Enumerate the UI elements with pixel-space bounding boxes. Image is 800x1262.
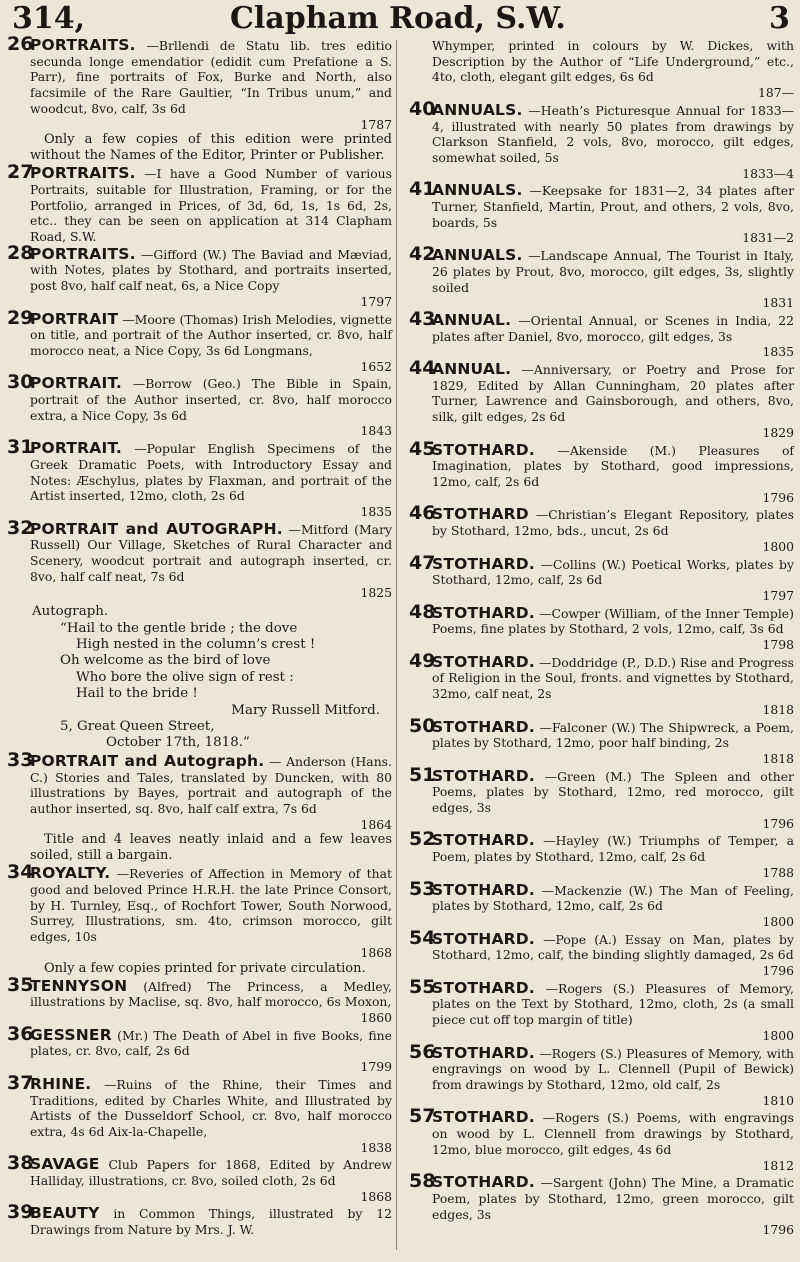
entry-text: (Mr.) The Death of Abel in five Books, fine plates, cr. 8vo, calf, 2s 6d [30, 1027, 392, 1059]
catalogue-entry [0, 371, 392, 439]
entry-year: 1831 [762, 295, 794, 311]
catalogue-entry [0, 161, 392, 245]
entry-title: SAVAGE [30, 1155, 100, 1174]
entry-note: Title and 4 leaves neatly inlaid and a few leaves soiled, still a bargain. [30, 832, 392, 864]
entry-title: STOTHARD. [432, 554, 535, 573]
entry-text: —Rogers (S.) Pleasures of Memory, plates on the Text by Stothard, 12mo, cloth, 2s (a small piece cut off top margin of title) [432, 980, 794, 1028]
catalogue-entry [402, 714, 794, 767]
poem-lead: Autograph. [32, 604, 109, 620]
catalogue-entry [0, 1071, 392, 1156]
entry-year: 1796 [762, 963, 794, 979]
catalogue-entry [402, 551, 794, 604]
entry-number: 38 [7, 1152, 34, 1175]
entry-number: 31 [7, 436, 34, 459]
entry-text: —Mitford (Mary Russell) Our Village, Sketches of Rural Character and Scenery, woodcut portrait and autograph inserted, cr. 8vo, half calf neat, 7s 6d [30, 521, 392, 584]
entry-year: 1800 [762, 913, 794, 929]
catalogue-entry [0, 1201, 392, 1238]
entry-title: ANNUALS. [432, 246, 523, 265]
entry-title: BEAUTY [30, 1204, 100, 1223]
entry-text: —Collins (W.) Poetical Works, plates by Stothard, 12mo, calf, 2s 6d [432, 556, 794, 588]
catalogue-entry [0, 516, 392, 601]
entry-title: PORTRAIT. [30, 374, 122, 393]
entry-title: PORTRAITS. [30, 164, 136, 183]
entry-title: STOTHARD. [432, 978, 535, 997]
entry-text: —Keepsake for 1831—2, 34 plates after Turner, Stanfield, Martin, Prout, and others, 2 vols, 8vo, boards, 5s [432, 183, 794, 230]
entry-number: 28 [7, 241, 34, 264]
entry-text: —Brllendi de Statu lib. tres editio secunda longe emendatior (edidit cum Prefatione a S. Parr), fine portraits of Fox, Burke and North, also facsimile of the Rare Gaultier, “In Tribus unum,” and woodcut, 8vo, calf, 3s 6d [30, 38, 392, 116]
catalogue-entry [402, 38, 794, 101]
entry-title: PORTRAITS. [30, 244, 136, 263]
entry-text: Club Papers for 1868, Edited by Andrew Halliday, illustrations, cr. 8vo, soiled cloth, 2s 6d [30, 1157, 392, 1189]
catalogue-entry [402, 1040, 794, 1109]
entry-number: 57 [409, 1105, 436, 1128]
entry-year: 1825 [360, 584, 392, 600]
poem-line: “Hail to the gentle bride ; the dove [60, 620, 298, 636]
entry-text: —Moore (Thomas) Irish Melodies, vignette on title, and portrait of the Author inserted, cr. 8vo, half morocco neat, a Nice Copy, 3s 6d Longmans, [30, 311, 392, 358]
catalogue-entry [0, 1022, 392, 1075]
entry-number: 30 [7, 371, 34, 394]
entry-title: ANNUAL. [432, 310, 512, 329]
entry-number: 56 [409, 1040, 436, 1063]
entry-text: —Falconer (W.) The Shipwreck, a Poem, plates by Stothard, 12mo, poor half binding, 2s [432, 719, 794, 751]
entry-title: GESSNER [30, 1025, 112, 1044]
entry-year: 1797 [762, 587, 794, 603]
catalogue-entry [0, 861, 392, 976]
entry-title: STOTHARD. [432, 880, 535, 899]
entry-text: —Sargent (John) The Mine, a Dramatic Poem, plates by Stothard, 12mo, green morocco, gilt edges, 3s [432, 1175, 794, 1222]
catalogue-entry [0, 973, 392, 1026]
entry-number: 53 [409, 877, 436, 900]
entry-text: —Mackenzie (W.) The Man of Feeling, plates by Stothard, 12mo, calf, 2s 6d [432, 882, 794, 914]
entry-number: 29 [7, 306, 34, 329]
entry-text: —Akenside (M.) Pleasures of Imagination, plates by Stothard, good impressions, 12mo, calf, 2s 6d [432, 442, 794, 489]
entry-title: ANNUALS. [432, 100, 523, 119]
entry-title: PORTRAIT [30, 309, 119, 328]
entry-year: 1796 [762, 1222, 794, 1238]
entry-number: 49 [409, 649, 436, 672]
entry-year: 1796 [762, 815, 794, 831]
left-column [0, 33, 392, 1238]
catalogue-entry [0, 241, 392, 310]
entry-number: 33 [7, 748, 34, 771]
entry-year: 1835 [360, 503, 392, 519]
entry-text: —Doddridge (P., D.D.) Rise and Progress of Religion in the Soul, fronts. and vignettes by Stothard, 32mo, calf neat, 2s [432, 654, 794, 702]
entry-year: 1833—4 [742, 165, 794, 181]
entry-text: —Gifford (W.) The Baviad and Mæviad, with Notes, plates by Stothard, and portraits inserted, post 8vo, half calf neat, 6s, a Nice Copy [30, 246, 392, 294]
entry-title: STOTHARD. [432, 603, 535, 622]
entry-year: 1831—2 [742, 230, 794, 246]
entry-title: STOTHARD. [432, 766, 535, 785]
poem-line: Who bore the olive sign of rest : [76, 669, 294, 685]
entry-year: 1810 [762, 1092, 794, 1108]
catalogue-entry [0, 306, 392, 375]
poem-line: High nested in the column’s crest ! [76, 637, 316, 653]
entry-year: 1787 [360, 116, 392, 132]
entry-number: 44 [409, 357, 436, 380]
entry-note: Only a few copies printed for private circulation. [44, 960, 366, 976]
entry-number: 45 [409, 437, 436, 460]
entry-year: 1800 [762, 538, 794, 554]
entry-year: 1788 [762, 864, 794, 880]
entry-number: 55 [409, 975, 436, 998]
entry-title: PORTRAIT and AUTOGRAPH. [30, 519, 283, 538]
entry-text: —I have a Good Number of various Portraits, suitable for Illustration, Framing, or for the Portfolio, arranged in Prices, of 3d, 6d, 1s, 1s 6d, 2s, etc.. they can be seen on application at 314 Clapham Road, S.W. [30, 166, 392, 245]
catalogue-entry [0, 33, 392, 164]
poem-signature: Mary Russell Mitford. [231, 702, 380, 718]
entry-text: —Reveries of Affection in Memory of that good and beloved Prince H.R.H. the late Prince Consort, by H. Turnley, Esq., of Rochfort Tower, South Norwood, Surrey, Illustrations, sm. 4to, crimson morocco, gilt edges, 10s [30, 866, 392, 945]
entry-title: STOTHARD. [432, 652, 535, 671]
catalogue-entry [402, 1170, 794, 1238]
entry-number: 27 [7, 161, 34, 184]
entry-text: —Rogers (S.) Poems, with engravings on wood by L. Clennell from drawings by Stothard, 12mo, blue morocco, gilt edges, 4s 6d [432, 1110, 794, 1157]
entry-year: 1818 [762, 701, 794, 717]
entry-year: 1864 [360, 816, 392, 832]
catalogue-entry [402, 926, 794, 979]
catalogue-entry [402, 307, 794, 360]
poem-line: Oh welcome as the bird of love [60, 653, 271, 669]
entry-year: 1868 [360, 1188, 392, 1204]
poem-line: Hail to the bride ! [76, 686, 198, 702]
catalogue-entry [0, 748, 392, 865]
entry-text: in Common Things, illustrated by 12 Drawings from Nature by Mrs. J. W. [30, 1206, 392, 1238]
entry-text: Whymper, printed in colours by W. Dickes, with Description by the Author of “Life Underground,” etc., 4to, cloth, elegant gilt edges, 6s 6d [432, 38, 794, 85]
entry-title: STOTHARD. [432, 1108, 535, 1127]
entry-number: 34 [7, 861, 34, 884]
catalogue-entry [402, 877, 794, 930]
entry-text: — Anderson (Hans. C.) Stories and Tales, translated by Duncken, with 80 illustrations by Bayes, portrait and autograph of the author inserted, sq. 8vo, half calf extra, 7s 6d [30, 753, 392, 816]
entry-number: 51 [409, 763, 436, 786]
entry-number: 48 [409, 600, 436, 623]
entry-text: —Hayley (W.) Triumphs of Temper, a Poem, plates by Stothard, 12mo, calf, 2s 6d [432, 833, 794, 865]
entry-title: STOTHARD. [432, 717, 535, 736]
entry-title: TENNYSON [30, 976, 128, 995]
entry-text: —Oriental Annual, or Scenes in India, 22 plates after Daniel, 8vo, morocco, gilt edges, 3s [432, 312, 794, 344]
entry-title: STOTHARD. [432, 831, 535, 850]
entry-title: ANNUAL. [432, 360, 512, 379]
entry-number: 50 [409, 714, 436, 737]
entry-title: RHINE. [30, 1074, 92, 1093]
catalogue-entry [402, 975, 794, 1044]
entry-number: 32 [7, 516, 34, 539]
entry-text: —Pope (A.) Essay on Man, plates by Stothard, 12mo, calf, the binding slightly damaged, 2s 6d [432, 931, 794, 963]
page-number-left: 314, [12, 1, 86, 36]
entry-year: 1652 [360, 358, 392, 374]
entry-text: —Heath’s Picturesque Annual for 1833—4, illustrated with nearly 50 plates from drawings by Clarkson Stanfield, 2 vols, 8vo, morocco, gilt edges, somewhat soiled, 5s [432, 102, 794, 165]
catalogue-entry [402, 357, 794, 441]
entry-text: —Anniversary, or Poetry and Prose for 1829, Edited by Allan Cunningham, 20 plates after Turner, Lawrence and Gainsborough, and others, 8vo, silk, gilt edges, 2s 6d [432, 362, 794, 425]
entry-title: PORTRAIT and Autograph. [30, 751, 265, 770]
entry-title: STOTHARD. [432, 929, 535, 948]
entry-text: —Christian’s Elegant Repository, plates by Stothard, 12mo, bds., uncut, 2s 6d [432, 507, 794, 539]
entry-title: STOTHARD. [432, 440, 535, 459]
entry-number: 52 [409, 828, 436, 851]
entry-year: 1800 [762, 1027, 794, 1043]
entry-number: 54 [409, 926, 436, 949]
entry-year: 1843 [360, 423, 392, 439]
entry-number: 37 [7, 1071, 34, 1094]
entry-title: PORTRAIT. [30, 439, 122, 458]
entry-text: —Rogers (S.) Pleasures of Memory, with engravings on wood by L. Clennell (Pupil of Bewick) from drawings by Stothard, 12mo, old calf, 2s [432, 1045, 794, 1092]
entry-year: 1818 [762, 750, 794, 766]
page-number-right: 3 [769, 1, 790, 36]
catalogue-entry [402, 828, 794, 880]
entry-title: PORTRAITS. [30, 36, 136, 54]
entry-number: 41 [409, 178, 436, 201]
entry-text: —Ruins of the Rhine, their Times and Traditions, edited by Charles White, and Illustrated by Artists of the Dusseldorf School, cr. 8vo, half morocco extra, 4s 6d Aix-la-Chapelle, [30, 1076, 392, 1139]
entry-year: 1860 [360, 1010, 392, 1025]
entry-year: 1798 [762, 637, 794, 653]
catalogue-entry [0, 436, 392, 520]
entry-number: 39 [7, 1201, 34, 1224]
catalogue-entry [402, 243, 794, 311]
catalogue-entry [402, 97, 794, 182]
entry-number: 47 [409, 551, 436, 574]
entry-year: 187— [757, 85, 794, 101]
entry-year: 1799 [360, 1059, 392, 1075]
poem-address: 5, Great Queen Street, [60, 719, 215, 735]
entry-year: 1797 [360, 293, 392, 309]
entry-title: STOTHARD. [432, 1173, 535, 1192]
catalogue-entry [402, 649, 794, 718]
entry-number: 43 [409, 307, 436, 330]
entry-number: 42 [409, 243, 436, 266]
entry-year: 1829 [762, 424, 794, 440]
page-header-address: Clapham Road, S.W. [230, 1, 566, 36]
catalogue-entry [402, 763, 794, 832]
entry-title: STOTHARD. [432, 1043, 535, 1062]
entry-text: —Borrow (Geo.) The Bible in Spain, portrait of the Author inserted, cr. 8vo, half morocco extra, a Nice Copy, 3s 6d [30, 376, 392, 423]
catalogue-entry [402, 437, 794, 506]
catalogue-entry [402, 1105, 794, 1173]
catalogue-entry [402, 178, 794, 246]
entry-title: ANNUALS. [432, 181, 523, 200]
column-divider [396, 40, 397, 1250]
entry-number: 26 [7, 33, 34, 55]
poem-date: October 17th, 1818.” [106, 735, 250, 751]
entry-number: 35 [7, 973, 34, 996]
entry-year: 1812 [762, 1157, 794, 1173]
entry-year: 1838 [360, 1139, 392, 1155]
catalogue-entry [402, 502, 794, 554]
entry-number: 36 [7, 1022, 34, 1045]
entry-year: 1796 [762, 489, 794, 505]
right-column [402, 38, 794, 1238]
entry-number: 46 [409, 502, 436, 525]
entry-text: (Alfred) The Princess, a Medley, illustrations by Maclise, sq. 8vo, half morocco, 6s Moxon, [30, 978, 392, 1010]
entry-title: STOTHARD [432, 505, 529, 524]
entry-year: 1835 [762, 344, 794, 360]
entry-number: 58 [409, 1170, 436, 1193]
entry-text: —Popular English Specimens of the Greek Dramatic Poets, with Introductory Essay and Notes: Æschylus, plates by Flaxman, and portrait of the Artist inserted, 12mo, cloth, 2s 6d [30, 441, 392, 504]
entry-year: 1868 [360, 944, 392, 960]
catalogue-entry [402, 600, 794, 653]
entry-note: Only a few copies of this edition were printed without the Names of the Editor, Printer or Publisher. [30, 132, 392, 164]
autograph-poem [32, 604, 392, 752]
entry-number: 40 [409, 97, 436, 120]
entry-title: ROYALTY. [30, 864, 111, 883]
entry-text: —Green (M.) The Spleen and other Poems, plates by Stothard, 12mo, red morocco, gilt edges, 3s [432, 768, 794, 816]
entry-text: —Cowper (William, of the Inner Temple) Poems, fine plates by Stothard, 2 vols, 12mo, calf, 3s 6d [432, 605, 794, 637]
catalogue-entry [0, 1152, 392, 1204]
entry-text: —Landscape Annual, The Tourist in Italy, 26 plates by Prout, 8vo, morocco, gilt edges, 3s, slightly soiled [432, 248, 794, 295]
